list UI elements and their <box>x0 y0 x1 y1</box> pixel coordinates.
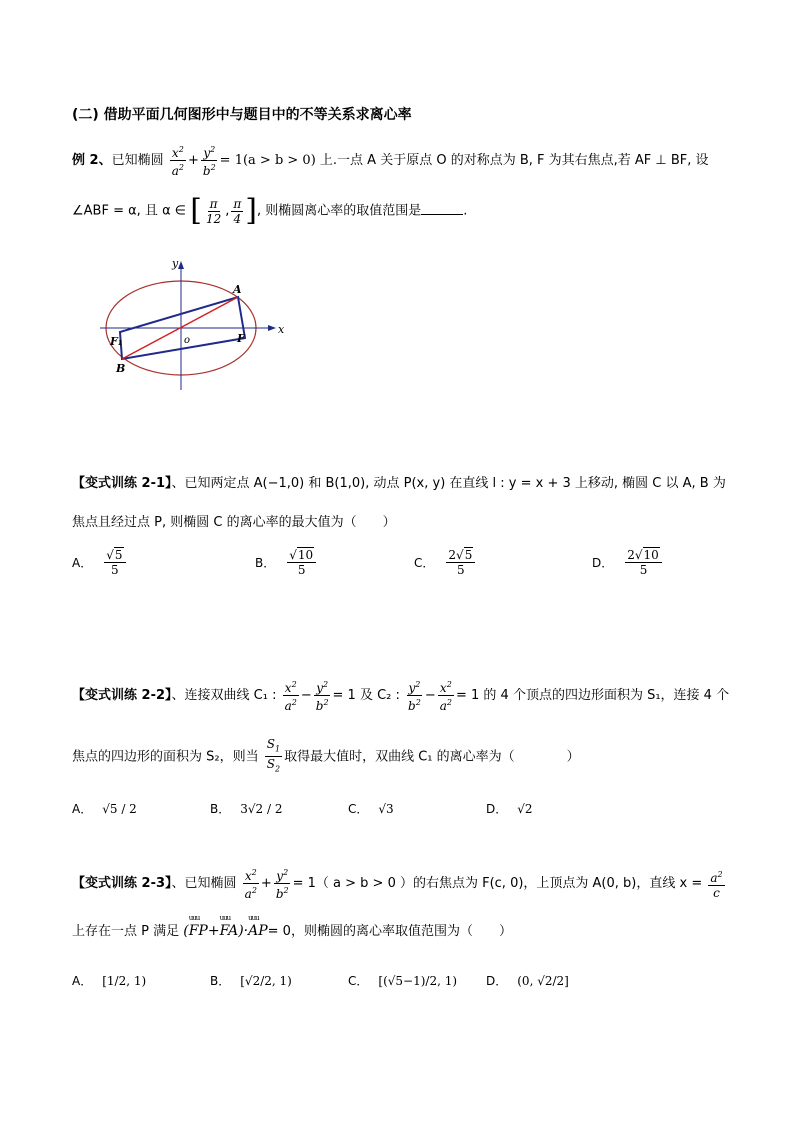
label-O: o <box>184 335 191 346</box>
q21-line1: 【变式训练 2-1】、已知两定点 A(−1,0) 和 B(1,0), 动点 P(x, y) 在直线 l : y = x + 3 上移动, 椭圆 C 以 A, B 为 <box>72 476 726 491</box>
label-B: B <box>116 362 126 375</box>
q23-line1: 【变式训练 2-3】、已知椭圆 $\frac{x^2}{a^2}$ + $\frac{y^2}{b^2}$ = 1（ a > b > 0 ）的右焦点为 F(c, 0)，上顶点为 A(0, b)，直线 x = $\frac{a^2}{c}$ <box>72 868 723 901</box>
q21-line2: 焦点且经过点 P, 则椭圆 C 的离心率的最大值为（ ） <box>72 515 396 530</box>
label-F: F <box>237 332 245 345</box>
example-label: 例 2、 <box>72 153 112 168</box>
q23-line2: 上存在一点 P 满足 (uuu FP+uuu FA)·uuu AP= 0，则椭圆的离心率取值范围为（ ） <box>72 920 512 939</box>
answer-blank <box>421 204 463 215</box>
example2-line1: 例 2、已知椭圆 $\frac{x^2}{a^2}$ + $\frac{y^2}{b^2}$ = 1(a > b > 0) 上.一点 A 关于原点 O 的对称点为 B, F 为其右焦点,若 AF ⊥ BF, 设 <box>72 145 709 178</box>
q23-tag: 【变式训练 2-3】 <box>72 876 172 891</box>
q23-option-b[interactable]: B． [√2/2, 1) <box>210 973 292 988</box>
example2-line2: ∠ABF = α, 且 α ∈ [ $\frac{\pi}{12}$ , $\frac{\pi}{4}$ ], 则椭圆离心率的取值范围是 . <box>72 193 468 228</box>
section-title: (二) 借助平面几何图形中与题目中的不等关系求离心率 <box>72 107 412 123</box>
q22-option-a[interactable]: A． √5 / 2 <box>72 801 137 816</box>
frac-x2-a2: $\frac{x^2}{a^2}$ <box>171 145 184 178</box>
frac-y2-b2: $\frac{y^2}{b^2}$ <box>202 145 216 178</box>
q21-option-c[interactable]: C． $\frac{2√5}{5}$ <box>414 548 477 577</box>
q23-option-c[interactable]: C． [(√5−1)/2, 1) <box>348 973 458 988</box>
q23-option-d[interactable]: D． (0, √2/2] <box>486 973 569 988</box>
q22-option-b[interactable]: B． 3√2 / 2 <box>210 801 283 816</box>
ellipse-figure <box>100 255 300 395</box>
q21-option-d[interactable]: D． $\frac{2√10}{5}$ <box>592 548 664 577</box>
q22-tag: 【变式训练 2-2】 <box>72 688 172 703</box>
q22-option-c[interactable]: C． √3 <box>348 801 394 816</box>
label-y: y <box>172 257 179 270</box>
q23-option-a[interactable]: A． [1/2, 1) <box>72 973 147 988</box>
label-A: A <box>233 283 242 296</box>
label-F1: F₁ <box>110 335 123 348</box>
label-x: x <box>278 323 285 336</box>
q22-line2: 焦点的四边形的面积为 S₂，则当 $\frac{S_1}{S_2}$ 取得最大值时，双曲线 C₁ 的离心率为（ ） <box>72 737 580 774</box>
q22-option-d[interactable]: D． √2 <box>486 801 533 816</box>
q22-line1: 【变式训练 2-2】、连接双曲线 C₁ : $\frac{x^2}{a^2}$ − $\frac{y^2}{b^2}$ = 1 及 C₂ : $\frac{y^2}{b^2}$ − $\frac{x^2}{a^2}$ = 1 的 4 个顶点的四边形面积为 S₁，连接 4 个 <box>72 680 730 713</box>
q21-option-a[interactable]: A． $\frac{√5}{5}$ <box>72 548 128 577</box>
q21-tag: 【变式训练 2-1】 <box>72 476 172 491</box>
q21-option-b[interactable]: B． $\frac{√10}{5}$ <box>255 548 318 577</box>
